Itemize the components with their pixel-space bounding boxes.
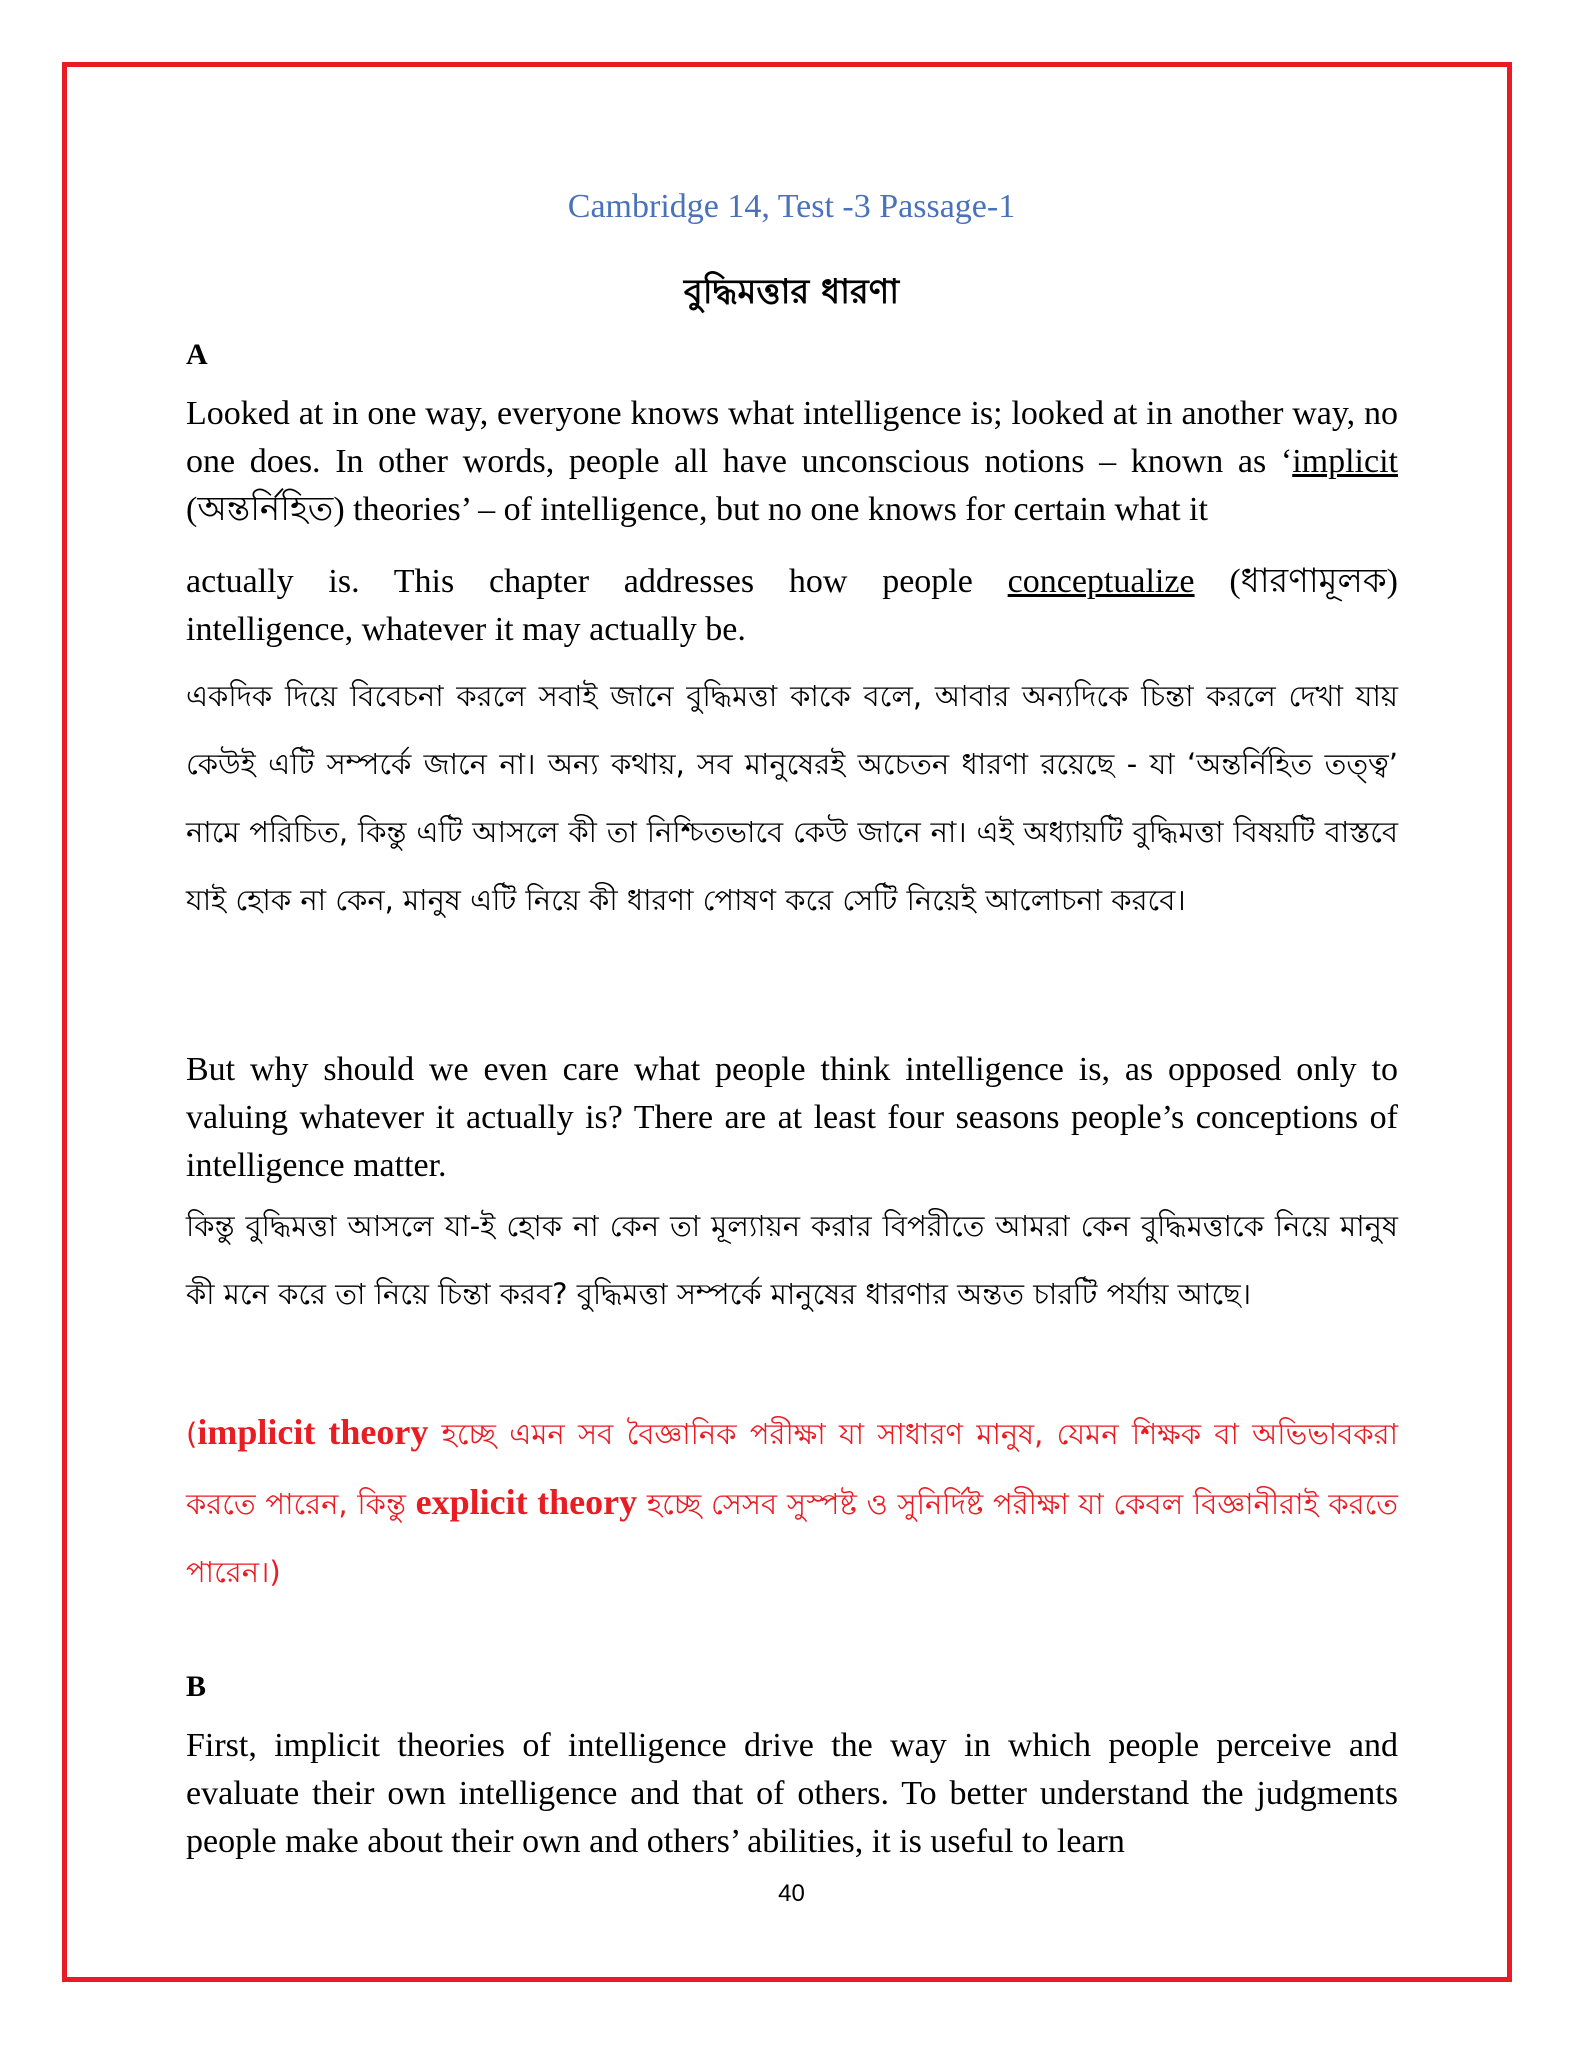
page-border [62,62,1512,1982]
document-title: Cambridge 14, Test -3 Passage-1 [567,188,1016,225]
section-a-bengali-1: একদিক দিয়ে বিবেচনা করলে সবাই জানে বুদ্ধিমত্তা কাকে বলে, আবার অন্যদিকে চিন্তা করলে দেখা যায় কেউই এটি সম্পর্কে জানে না। অন্য কথায়, সব মানুষেরই অচেতন ধারণা রয়েছে - যা ‘অন্তর্নিহিত তত্ত্ব’ নামে পরিচিত, কিন্তু এটি আসলে কী তা নিশ্চিতভাবে কেউ জানে না। এই অধ্যায়টি বুদ্ধিমত্তা বিষয়টি বাস্তবে যাই হোক না কেন, মানুষ এটি নিয়ে কী ধারণা পোষণ করে সেটি নিয়েই আলোচনা করবে। [186,679,1398,917]
section-a-letter: A [186,338,208,371]
underlined-word-conceptualize: conceptualize [1007,563,1195,600]
note-term-implicit: implicit theory [197,1412,429,1452]
underlined-word-implicit: implicit [1292,443,1398,480]
section-a-bengali-2: কিন্তু বুদ্ধিমত্তা আসলে যা-ই হোক না কেন তা মূল্যায়ন করার বিপরীতে আমরা কেন বুদ্ধিমত্তাকে নিয়ে মানুষ কী মনে করে তা নিয়ে চিন্তা করব? বুদ্ধিমত্তা সম্পর্কে মানুষের ধারণার অন্তত চারটি পর্যায় আছে। [186,1209,1398,1311]
bengali-heading: বুদ্ধিমত্তার ধারণা [683,272,900,312]
section-a-english-1b: actually is. This chapter addresses how people conceptualize (ধারণামূলক) intelligence, whatever it may actually be. [186,563,1398,648]
section-b-english-1: First, implicit theories of intelligence drive the way in which people perceive and evaluate their own intelligence and that of others. To better understand the judgments people make about their own and others’ abilities, it is useful to learn [186,1727,1398,1860]
note-term-explicit: explicit theory [415,1482,638,1522]
page-number: 40 [778,1880,805,1907]
theory-note: (implicit theory হচ্ছে এমন সব বৈজ্ঞানিক পরীক্ষা যা সাধারণ মানুষ, যেমন শিক্ষক বা অভিভাবকরা করতে পারেন, কিন্তু explicit theory হচ্ছে সেসব সুস্পষ্ট ও সুনির্দিষ্ট পরীক্ষা যা কেবল বিজ্ঞানীরাই করতে পারেন।) [186,1412,1399,1589]
section-b-letter: B [186,1670,207,1703]
section-a-english-1: Looked at in one way, everyone knows what intelligence is; looked at in another way, no one does. In other words, people all have unconscious notions – known as ‘implicit (অন্তর্নিহিত) theories’ – of intelligence, but no one knows for certain what it [186,395,1398,528]
section-a-english-2: But why should we even care what people think intelligence is, as opposed only to valuing whatever it actually is? There are at least four seasons people’s conceptions of intelligence matter. [186,1051,1398,1184]
